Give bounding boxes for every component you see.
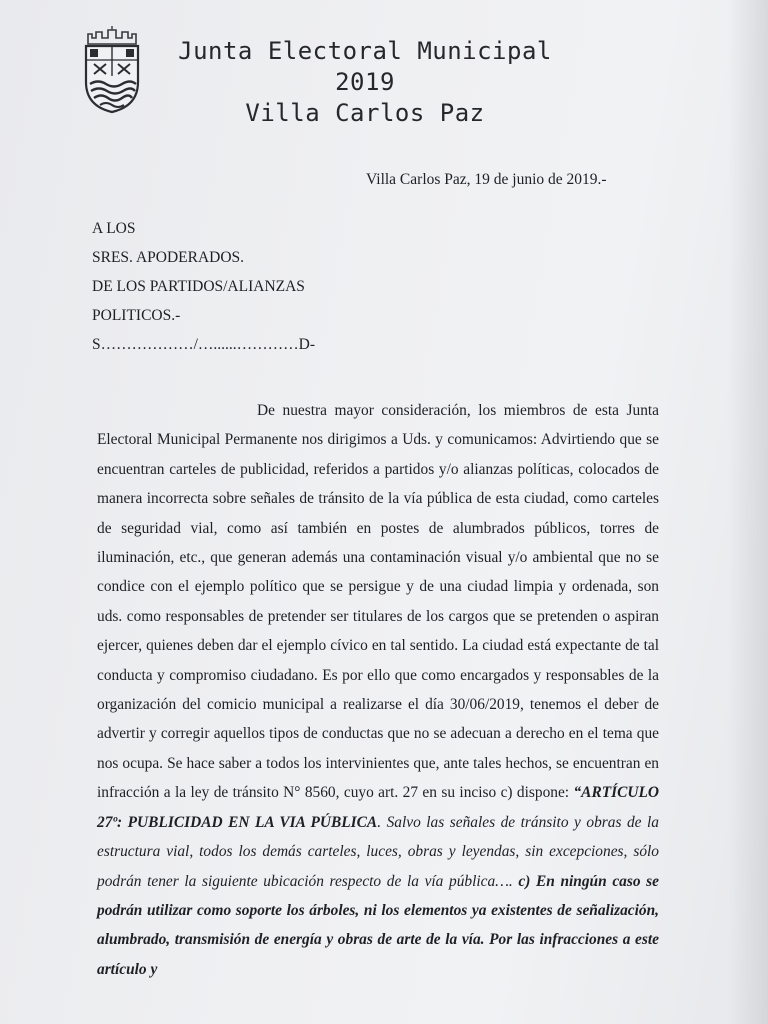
addressee-line: SRES. APODERADOS. bbox=[92, 249, 245, 266]
letterhead-city: Villa Carlos Paz bbox=[245, 99, 485, 127]
addressee-block bbox=[92, 214, 315, 359]
letterhead-title: Junta Electoral Municipal bbox=[178, 37, 552, 65]
date-line: Villa Carlos Paz, 19 de junio de 2019.- bbox=[366, 171, 607, 188]
article-heading: “ARTÍCULO 27º: PUBLICIDAD EN LA VIA PÚBLICA bbox=[97, 784, 659, 831]
addressee-line: POLITICOS.- bbox=[92, 307, 181, 324]
addressee-line: A LOS bbox=[92, 220, 136, 237]
article-clause-c: c) En ningún caso se podrán utilizar como soporte los árboles, ni los elementos ya existentes de señalización, alumbrado, transmisión de energía y obras de arte de la vía. Por las infracciones a este artículo y bbox=[97, 872, 659, 978]
letter-body bbox=[97, 396, 659, 984]
body-paragraph bbox=[97, 396, 659, 984]
addressee-line: S………………/…......…………D- bbox=[92, 336, 316, 353]
letterhead bbox=[160, 36, 570, 129]
body-text-plain: De nuestra mayor consideración, los miembros de esta Junta Electoral Municipal Permanente nos dirigimos a Uds. y comunicamos: Advirtiendo que se encuentran carteles de publicidad, referidos a partidos y/o alianzas políticas, colocados de manera incorrecta sobre señales de tránsito de la vía pública de esta ciudad, como carteles de seguridad vial, como así también en postes de alumbrados públicos, torres de iluminación, etc., que generan además una contaminación visual y/o ambiental que no se condice con el ejemplo político que se persigue y de una ciudad limpia y ordenada, son uds. como responsables de pretender ser titulares de los cargos que se pretenden o aspiran ejercer, quienes deben dar el ejemplo cívico en tal sentido. La ciudad está expectante de tal conducta y compromiso ciudadano. Es por ello que como encargados y responsables de la organización del comicio municipal a realizarse el día 30/06/2019, tenemos el deber de advertir y corregir aquellos tipos de conductas que no se adecuan a derecho en el tema que nos ocupa. Se hace saber a todos los intervinientes que, ante tales hechos, se encuentran en infracción a la ley de tránsito N° 8560, cuyo art. 27 en su inciso c) dispone: bbox=[97, 402, 659, 802]
municipal-coat-of-arms-icon bbox=[80, 26, 144, 114]
page-shadow bbox=[728, 0, 768, 1024]
addressee-line: DE LOS PARTIDOS/ALIANZAS bbox=[92, 278, 305, 295]
article-quote: . Salvo las señales de tránsito y obras de la estructura vial, todos los demás carteles, luces, obras y leyendas, sin excepciones, sólo podrán tener la siguiente ubicación respecto de la vía pública…. bbox=[97, 813, 659, 890]
letterhead-year: 2019 bbox=[335, 68, 395, 96]
